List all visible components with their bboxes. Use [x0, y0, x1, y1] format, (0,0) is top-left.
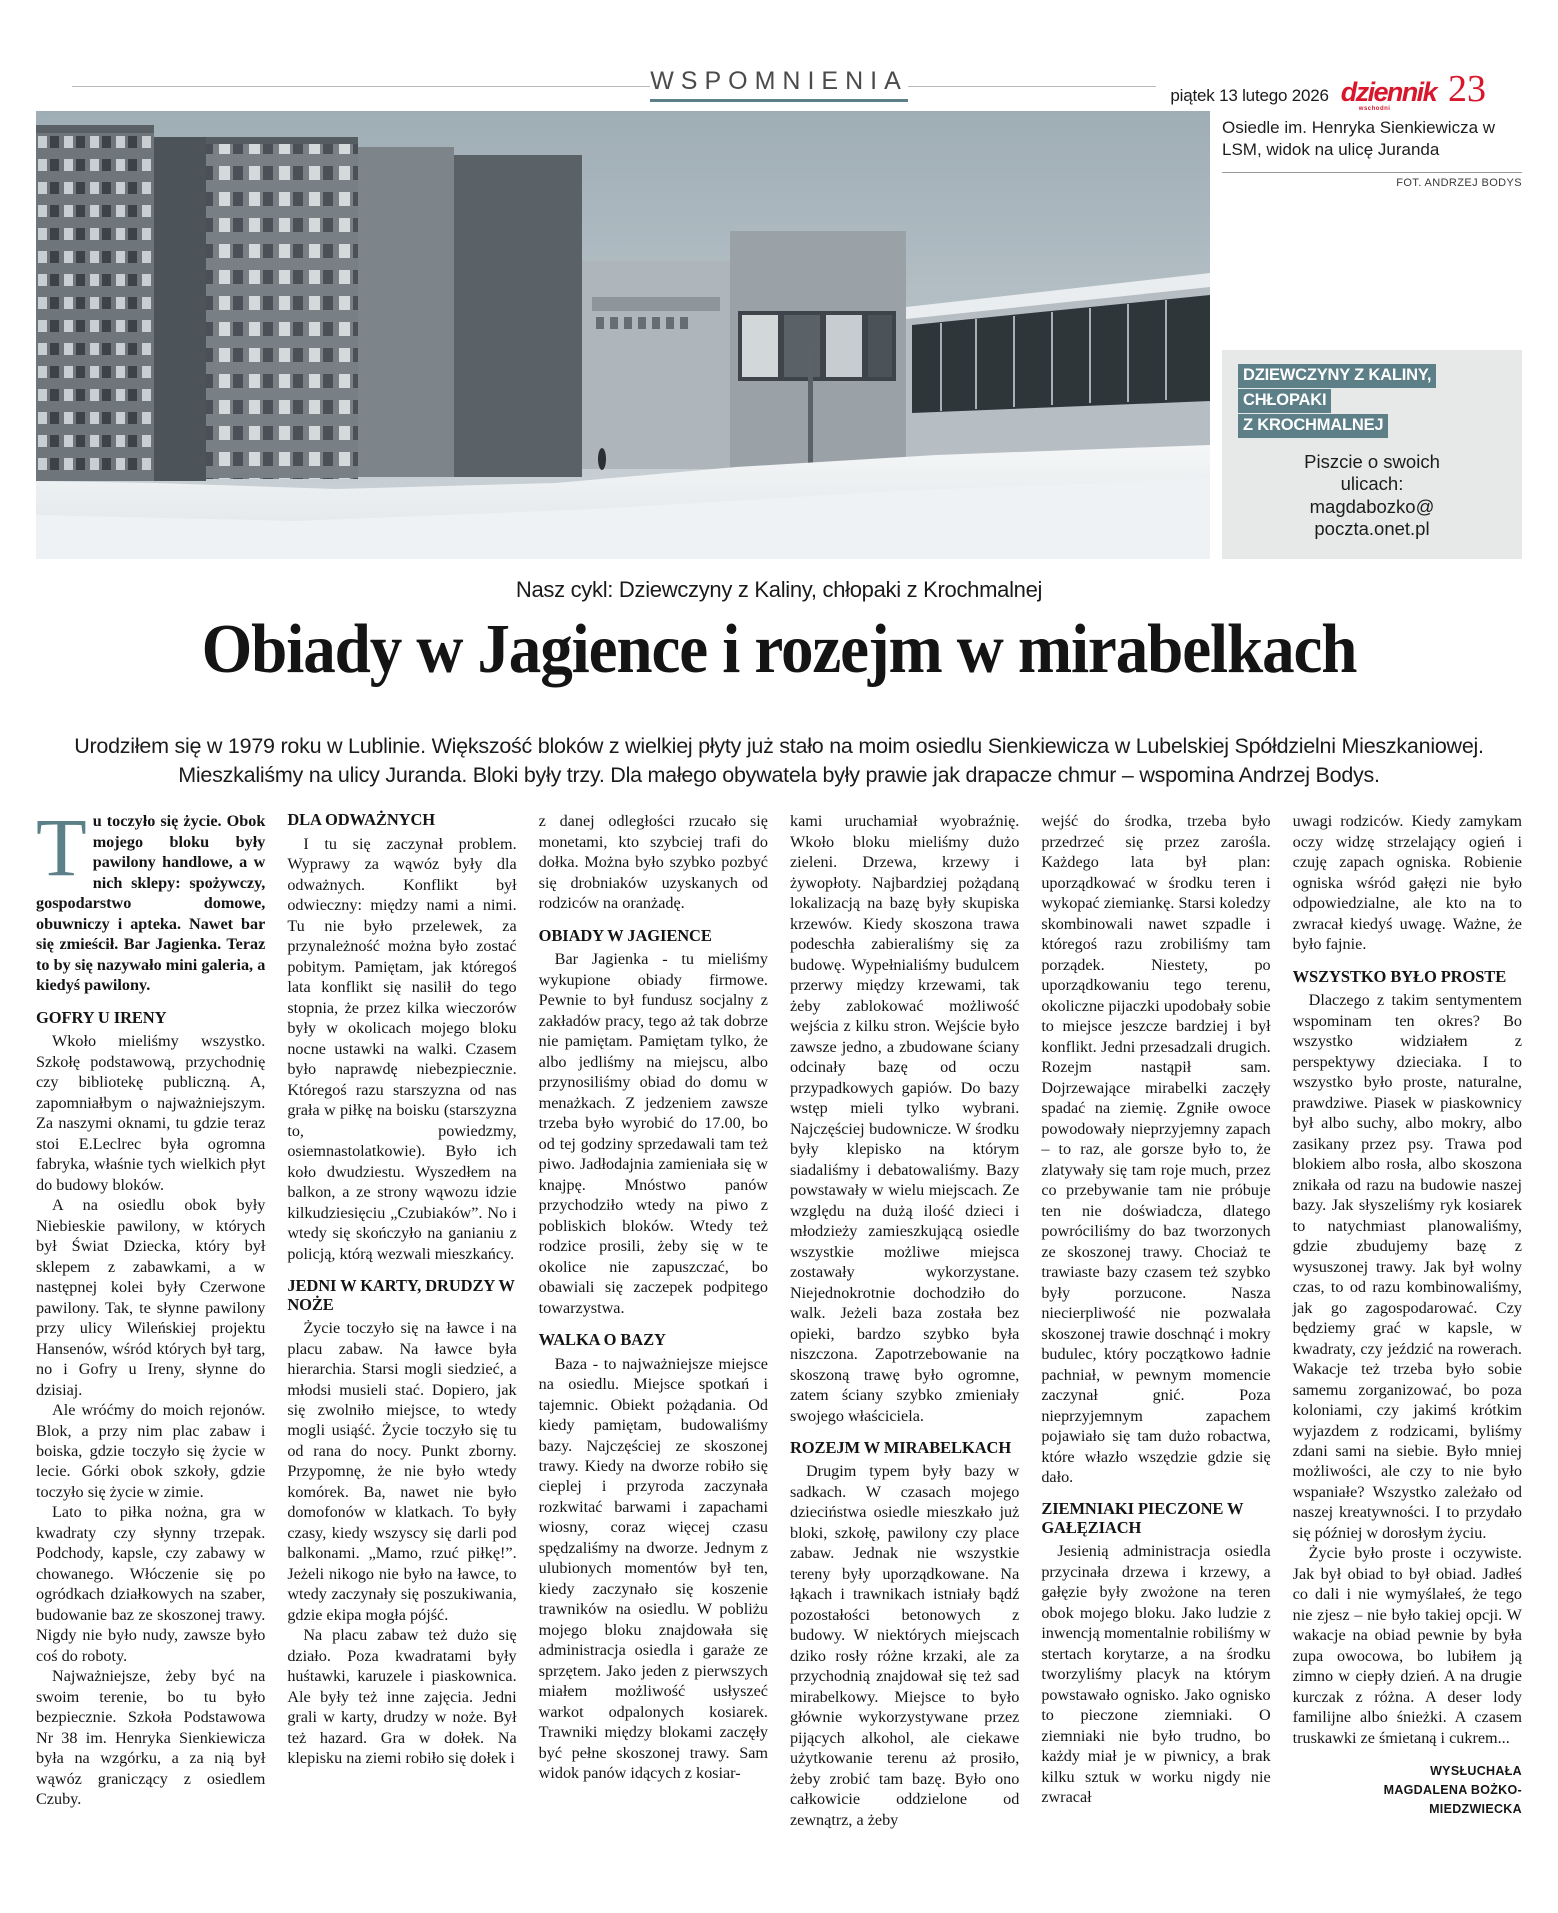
body-paragraph: Lato to piłka nożna, gra w kwadraty czy słynny trzepak. Podchody, kapsle, czy zabawy w chowanego. Włóczenie się po ogródkach działkowych na szaber, budowanie baz ze skoszonej trawy. Nigdy nie było nudy, zawsze było coś do roboty.: [36, 1503, 266, 1665]
page-title: Obiady w Jagience i rozejm w mirabelkach: [201, 611, 1357, 688]
section-heading: ROZEJM W MIRABELKACH: [789, 1438, 1012, 1458]
body-paragraph: Ale wróćmy do moich rejonów. Blok, a przy nim plac zabaw i boiska, gdzie toczyło się życie w lecie. Górki obok szkoły, gdzie toczyło się życie w zimie.: [36, 1401, 266, 1501]
promo-kicker-line-1: DZIEWCZYNY Z KALINY,: [1238, 364, 1436, 388]
body-paragraph: Najważniejsze, żeby być na swoim terenie, bo tu było bezpiecznie. Szkoła Podstawowa Nr 38 im. Henryka Sienkiewicza była na wzgórku, a za nią był wąwóz graniczący z osiedlem Czuby.: [36, 1667, 266, 1809]
section-heading: DLA ODWAŻNYCH: [287, 810, 436, 830]
brand-logo: [1340, 77, 1436, 112]
body-paragraph: Na placu zabaw też dużo się działo. Poza kwadratami były huśtawki, karuzele i piaskownica. Ale były też inne zajęcia. Jedni grali w karty, drudzy w noże. Był też hazard. Gra w dołek. Na klepisku na ziemi robiło się dołek i: [287, 1626, 517, 1768]
section-heading: ZIEMNIAKI PIECZONE W GAŁĘZIACH: [1041, 1499, 1244, 1537]
section-heading: GOFRY U IRENY: [36, 1007, 167, 1027]
body-paragraph: Życie było proste i oczywiste. Jak był obiad to był obiad. Jadłeś co dali i nie wymyślałeś, że tego nie zjesz – nie było takiej opcji. W wakacje na obiad pewnie by była zupa owocowa, bo lubiłem ją zimno w ciepły dzień. A na drugie kurczak z różna. A deser lody familijne albo śnieżki. A czasem truskawki ze śmietaną i cukrem...: [1292, 1544, 1522, 1747]
promo-box[interactable]: [1222, 350, 1522, 559]
photo-sidebar: [1222, 111, 1522, 559]
body-paragraph: Dlaczego z takim sentymentem wspominam ten okres? Bo wszystko widziałem z perspektywy dzieciaka. I to wszystko było proste, naturalne, prawdziwe. Piasek w piaskownicy był albo suchy, albo mokry, albo zasikany przez psy. Trawa pod blokiem albo rosła, albo skoszona znikała od razu na budowie naszej bazy. Jak słyszeliśmy ryk kosiarek to natychmiast planowaliśmy, gdzie zbudujemy bazę z wysuszonej trawy. Jak był wolny czas, to od razu kombinowaliśmy, jak go zagospodarować. Czy będziemy grać w kapsle, w kwadraty, czy jeździć na rowerach. Wakacje też trzeba było sobie samemu zorganizować, bo poza koloniami, czy jakimś krótkim wyjazdem z rodzicami, byliśmy zdani sami na siebie. Było mniej możliwości, ale czy to nie było wspaniałe? Wszystko zależało od naszej kreatywności. I to przydało się później w dorosłym życiu.: [1292, 991, 1522, 1542]
body-paragraph: wejść do środka, trzeba było przedrzeć się przez zarośla. Każdego lata był plan: uporządkować w środku teren i wykopać ziemiankę. Starsi koledzy skombinowali nawet szpadle i któregoś razu zrobiliśmy tam porządek. Niestety, po uporządkowaniu tego terenu, okoliczne pijaczki upodobały sobie to miejsce jeszcze bardziej i był konflikt. Jedni przesadzali drugich. Rozejm nastąpił sam. Dojrzewające mirabelki zaczęły spadać na ziemię. Zgniłe owoce powodowały nieprzyjemny zapach – to raz, ale gorsze było to, że zlatywały się tam roje much, przez co przebywanie tam nie próbuje ten nie doświadcza, dlatego powróciliśmy do baz tworzonych ze skoszonej trawy. Chociaż te trawiaste bazy czasem też szybko były porzucone. Nasza niecierpliwość nie pozwalała skoszonej trawie doschnąć i mokry budulec, który początkowo ładnie pachniał, w pewnym momencie zaczynał gnić. Poza nieprzyjemnym zapachem pojawiało się tam dużo robactwa, które włazło wszędzie gdzie się dało.: [1041, 812, 1271, 1486]
body-paragraph: Jesienią administracja osiedla przycinała drzewa i krzewy, a gałęzie były zwożone na teren obok mojego bloku. Jako ludzie z inwencją momentalnie robiliśmy w stertach korytarze, a na środku tworzyliśmy placyk na którym powstawało ognisko. Jako ognisko to pieczone ziemniaki. O ziemniaki nie było trudno, bo każdy miał je w piwnicy, a brak kilku sztuk w worku nigdy nie zwracał: [1041, 1542, 1271, 1807]
lead-paragraph: Tu toczyło się życie. Obok mojego bloku były pawilony handlowe, a w nich sklepy: spożywczy, gospodarstwo domowe, obuwniczy i apteka. Nawet bar się zmieścił. Bar Jagienka. Teraz to by się nazywało mini galeria, a kiedyś pawilony.: [36, 801, 266, 995]
body-paragraph: Drugim typem były bazy w sadkach. W czasach mojego dzieciństwa osiedle mieszkało już bloki, szkołę, pawilony czy place zabaw. Jednak nie wszystkie tereny były uporządkowane. Na łąkach i trawnikach istniały bądź pozostałości betonowych z budowy. W niektórych miejscach dziko rosły różne krzaki, ale za przychodnią znajdował się też sad mirabelkowy. Miejsce to było głównie wykorzystywane przez pijących alkohol, ale ciekawe użytkowanie terenu aż prosiło, żeby zrobić tam bazę. Było ono całkowicie oddzielone od zewnątrz, a żeby: [789, 1462, 1020, 1829]
promo-email-line-2[interactable]: poczta.onet.pl: [1314, 518, 1430, 540]
body-paragraph: A na osiedlu obok były Niebieskie pawilony, w których był Świat Dziecka, który był sklepem z zabawkami, a w następnej kolei były Czerwone pawilony. Tak, te słynne pawilony przy ulicy Wileńskiej projektu Hansenów, wśród których był targ, no i Gofry u Ireny, słynne do dzisiaj.: [36, 1196, 266, 1399]
section-label: WSPOMNIENIA: [650, 69, 908, 102]
col-5: [1041, 811, 1270, 1903]
article-body: [36, 801, 1522, 1903]
col-4: [790, 811, 1019, 1903]
body-paragraph: Bar Jagienka - tu mieliśmy wykupione obiady firmowe. Pewnie to był fundusz socjalny z zakładów pracy, tego aż tak dobrze nie pamiętam. Pamiętam tylko, że albo jedliśmy na miejscu, albo przynosiliśmy obiad do domu w menażkach. Z jedzeniem zawsze trzeba było wyrobić do 17.00, bo od tej godziny sprzedawali tam też piwo. Jadłodajnia zamieniała się w knajpę. Mnóstwo panów przychodziło wtedy na piwo z pobliskich bloków. Wtedy też rodzice prosili, żeby się w te okolice nie zapuszczać, bo obawiali się zaczepek podpitego towarzystwa.: [538, 950, 768, 1317]
drop-cap: T: [36, 801, 87, 894]
col-3: [539, 811, 768, 1903]
body-paragraph: I tu się zaczynał problem. Wyprawy za wąwóz były dla odważnych. Konflikt był odwieczny: między nami a nimi. Tu nie było przelewek, za przynależność można było zostać pobitym. Pamiętam, jak któregoś lata konflikt się nasilił do tego stopnia, że przez kilka wieczorów były w okolicach mojego bloku nocne ustawki na walki. Czasem było naprawdę niebezpiecznie. Któregoś razu starszyzna od nas grała w piłkę na boisku (starszyzna to, powiedzmy, osiemnastolatkowie). Było ich koło dwudziestu. Wyszedłem na balkon, a ze strony wąwozu idzie kilkudziesięciu „Czubiaków”. No i wtedy się skończyło na ganianiu z policją, którą wezwali mieszkańcy.: [287, 834, 517, 1263]
col-2: [287, 811, 516, 1903]
body-paragraph: z danej odległości rzucało się monetami, kto szybciej trafi do dołka. Można było szybko pozbyć się drobniaków uzyskanych od rodziców na oranżadę.: [538, 812, 768, 913]
article-standfirst: Urodziłem się w 1979 roku w Lublinie. Większość bloków z wielkiej płyty już stało na moim osiedlu Sienkiewicza w Lubelskiej Spółdzielni Mieszkaniowej. Mieszkaliśmy na ulicy Juranda. Bloki były trzy. Dla małego obywatela były prawie jak drapacze chmur – wspomina Andrzej Bodys.: [74, 733, 1484, 787]
top-area: [36, 111, 1522, 559]
credit-divider: [1222, 172, 1522, 173]
signoff-author: MAGDALENA BOŻKO-MIEDZWIECKA: [1383, 1783, 1522, 1816]
col-1: [36, 801, 266, 1903]
promo-kicker-line-3: Z KROCHMALNEJ: [1238, 414, 1388, 438]
masthead: [36, 0, 1522, 112]
body-paragraph: Wkoło mieliśmy wszystko. Szkołę podstawową, przychodnię czy bibliotekę publiczną. A, zapomniałbym o najważniejszym. Za naszymi oknami, tu gdzie teraz stoi E.Leclrec była ogromna fabryka, właśnie tych wielkich płyt do budowy bloków.: [36, 1032, 266, 1194]
body-paragraph: Baza - to najważniejsze miejsce na osiedlu. Miejsce spotkań i tajemnic. Obiekt pożądania. Od kiedy pamiętam, budowaliśmy bazy. Najczęściej ze skoszonej trawy. Kiedy na dworze robiło się cieplej i przyroda zaczynała rozkwitać barwami i zapachami wiosny, coraz więcej czasu spędzaliśmy na dworze. Jednym z ulubionych momentów był ten, kiedy zaczynało się koszenie trawników na osiedlu. W pobliżu mojego bloku znajdowała się administracja osiedla i garaże ze sprzętem. Jako jeden z pierwszych miałem możliwość usłyszeć warkot odpalonych kosiarek. Trawniki między blokami zaczęły być pełne skoszonej trawy. Sam widok panów idących z kosiar-: [538, 1354, 768, 1783]
signoff-label: WYSŁUCHAŁA: [1430, 1764, 1522, 1779]
promo-kicker-line-2: CHŁOPAKI: [1238, 389, 1331, 413]
lead-photo-graphic: [36, 111, 1210, 559]
body-paragraph: kami uruchamiał wyobraźnię. Wkoło bloku mieliśmy dużo zieleni. Drzewa, krzewy i żywopłoty. Najbardziej pożądaną lokalizacją na bazę były skupiska krzewów. Kiedy skoszona trawa podeschła zabieraliśmy się za budowę. Wypełnialiśmy budulcem przerwy między krzewami, tak żeby zablokować możliwość wejścia z kilku stron. Wejście było zawsze jedno, a zbudowane ściany odcinały bazę od oczu przypadkowych gapiów. Do bazy wstęp mieli tylko wybrani. Najczęściej budownicze. W środku były klepisko na którym siadaliśmy i debatowaliśmy. Bazy powstawały w wielu miejscach. Ze względu na dużą ilość dzieci i młodzieży zamieszkującą osiedle wszystkie możliwe miejsca zostawały wykorzystane. Niejednokrotnie dochodziło do walk. Jeżeli baza została bez opieki, bardzo szybko była niszczona. Zapotrzebowanie na skoszoną trawę było ogromne, zatem ściany szybko zmieniały swojego właściciela.: [789, 812, 1020, 1425]
photo-credit: FOT. ANDRZEJ BODYS: [1396, 176, 1522, 189]
promo-email-line-1[interactable]: magdabozko@: [1309, 495, 1435, 517]
brand-logo-text: dziennik: [1340, 77, 1436, 107]
promo-body-line-2: ulicach:: [1340, 473, 1404, 495]
promo-kicker: [1238, 364, 1506, 438]
lead-photo: [36, 111, 1210, 559]
section-heading: JEDNI W KARTY, DRUDZY W NOŻE: [287, 1276, 515, 1314]
promo-body-line-1: Piszcie o swoich: [1304, 450, 1440, 472]
photo-caption: Osiedle im. Henryka Sienkiewicza w LSM, widok na ulicę Juranda: [1222, 118, 1496, 160]
masthead-right-group: [1156, 68, 1486, 112]
col-6: [1293, 811, 1522, 1903]
article-kicker: Nasz cykl: Dziewczyny z Kaliny, chłopaki z Krochmalnej: [515, 577, 1043, 602]
section-heading: OBIADY W JAGIENCE: [538, 925, 712, 945]
promo-body: [1238, 451, 1506, 541]
section-heading: WALKA O BAZY: [538, 1330, 666, 1350]
page-number: 23: [1448, 68, 1486, 110]
section-heading: WSZYSTKO BYŁO PROSTE: [1292, 966, 1507, 986]
byline-signoff: [1293, 1762, 1522, 1818]
body-paragraph: uwagi rodziców. Kiedy zamykam oczy widzę strzelający ogień i czuję zapach ogniska. Robienie ogniska wśród gałęzi nie było odpowiedzialne, ale kto na to zwracał kiedyś uwagę. Ważne, że było fajnie.: [1292, 812, 1522, 954]
brand-logo-subtext: wschodni: [1358, 106, 1391, 112]
issue-date: piątek 13 lutego 2026: [1170, 86, 1329, 105]
body-paragraph: Życie toczyło się na ławce i na placu zabaw. Na ławce była hierarchia. Starsi mogli siedzieć, a młodsi musieli stać. Dopiero, jak się zwolniło miejsce, to wtedy mogli usiąść. Życie toczyło się tu od rana do nocy. Punkt zborny. Przypomnę, że nie było wtedy komórek. Ba, nawet nie było domofonów w klatkach. To były czasy, kiedy wszyscy się darli pod balkonami. „Mamo, rzuć piłkę!”. Jeżeli nikogo nie było na ławce, to wtedy zaczynały się poszukiwania, gdzie ekipa mogła pójść.: [287, 1319, 517, 1624]
